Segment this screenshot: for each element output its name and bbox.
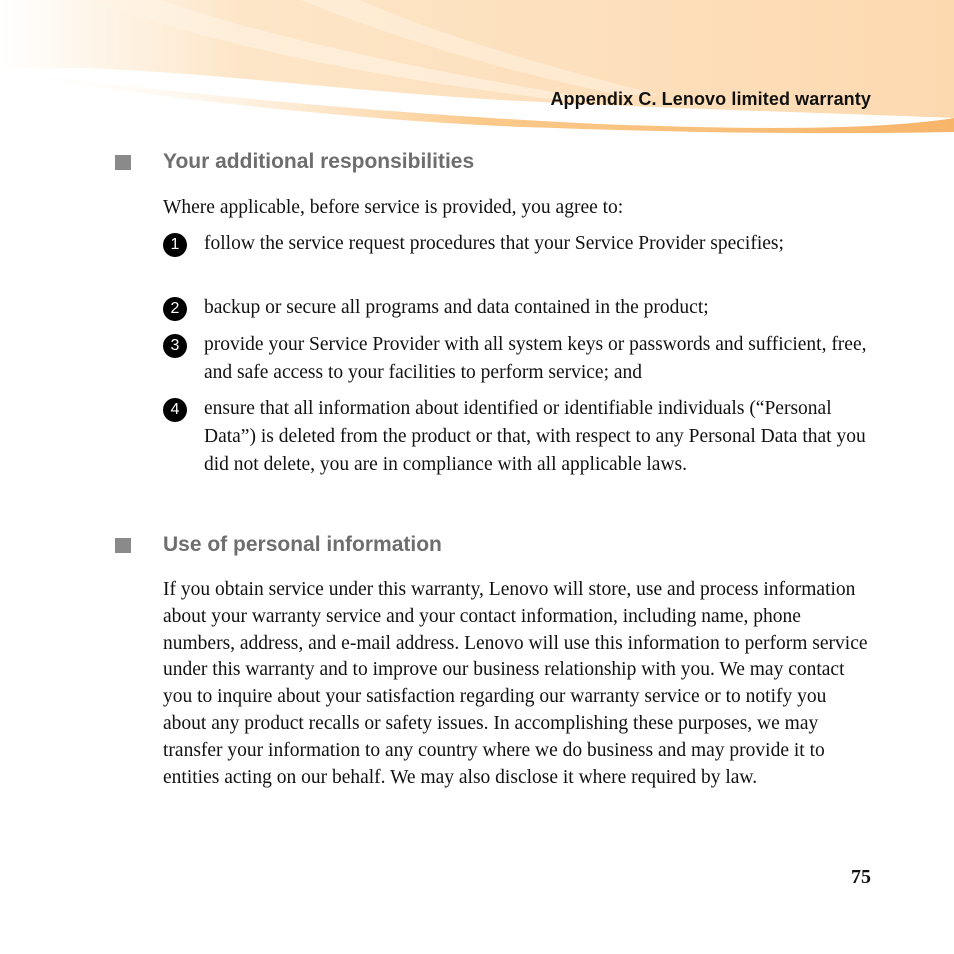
square-bullet-icon bbox=[115, 155, 131, 170]
section-title: Use of personal information bbox=[163, 533, 442, 556]
section-heading-responsibilities bbox=[115, 150, 474, 174]
list-item bbox=[163, 294, 873, 322]
list-item-text: ensure that all information about identified or identifiable individuals (“Personal Data”) is deleted from the product or that, with respect to any Personal Data that you did not delete, you are in compliance with all applicable laws. bbox=[204, 398, 866, 475]
list-item bbox=[163, 395, 873, 479]
list-item bbox=[163, 331, 873, 387]
numbered-circle-2-icon: 2 bbox=[163, 297, 187, 321]
numbered-circle-1-icon: 1 bbox=[163, 233, 187, 257]
running-header-title: Appendix C. Lenovo limited warranty bbox=[550, 89, 871, 109]
section-heading-personal-information bbox=[115, 533, 442, 557]
section-intro: Where applicable, before service is provided, you agree to: bbox=[163, 197, 624, 218]
list-item-text: follow the service request procedures that your Service Provider specifies; bbox=[204, 233, 784, 254]
page-number: 75 bbox=[851, 866, 871, 888]
list-item-text: provide your Service Provider with all system keys or passwords and sufficient, free, and safe access to your facilities to perform service; and bbox=[204, 334, 867, 383]
section-body: If you obtain service under this warranty, Lenovo will store, use and process information about your warranty service and your contact information, including name, phone numbers, address, and e-mail address. Lenovo will use this information to perform service under this warranty and to improve our business relationship with you. We may contact you to inquire about your satisfaction regarding our warranty service or to notify you about any product recalls or safety issues. In accomplishing these purposes, we may transfer your information to any country where we do business and may provide it to entities acting on our behalf. We may also disclose it where required by law. bbox=[163, 579, 868, 788]
numbered-circle-3-icon: 3 bbox=[163, 334, 187, 358]
list-item-text: backup or secure all programs and data contained in the product; bbox=[204, 297, 709, 318]
numbered-circle-4-icon: 4 bbox=[163, 398, 187, 422]
header-banner-swoosh bbox=[0, 0, 954, 140]
section-title: Your additional responsibilities bbox=[163, 150, 475, 173]
list-item bbox=[163, 230, 873, 258]
square-bullet-icon bbox=[115, 538, 131, 553]
